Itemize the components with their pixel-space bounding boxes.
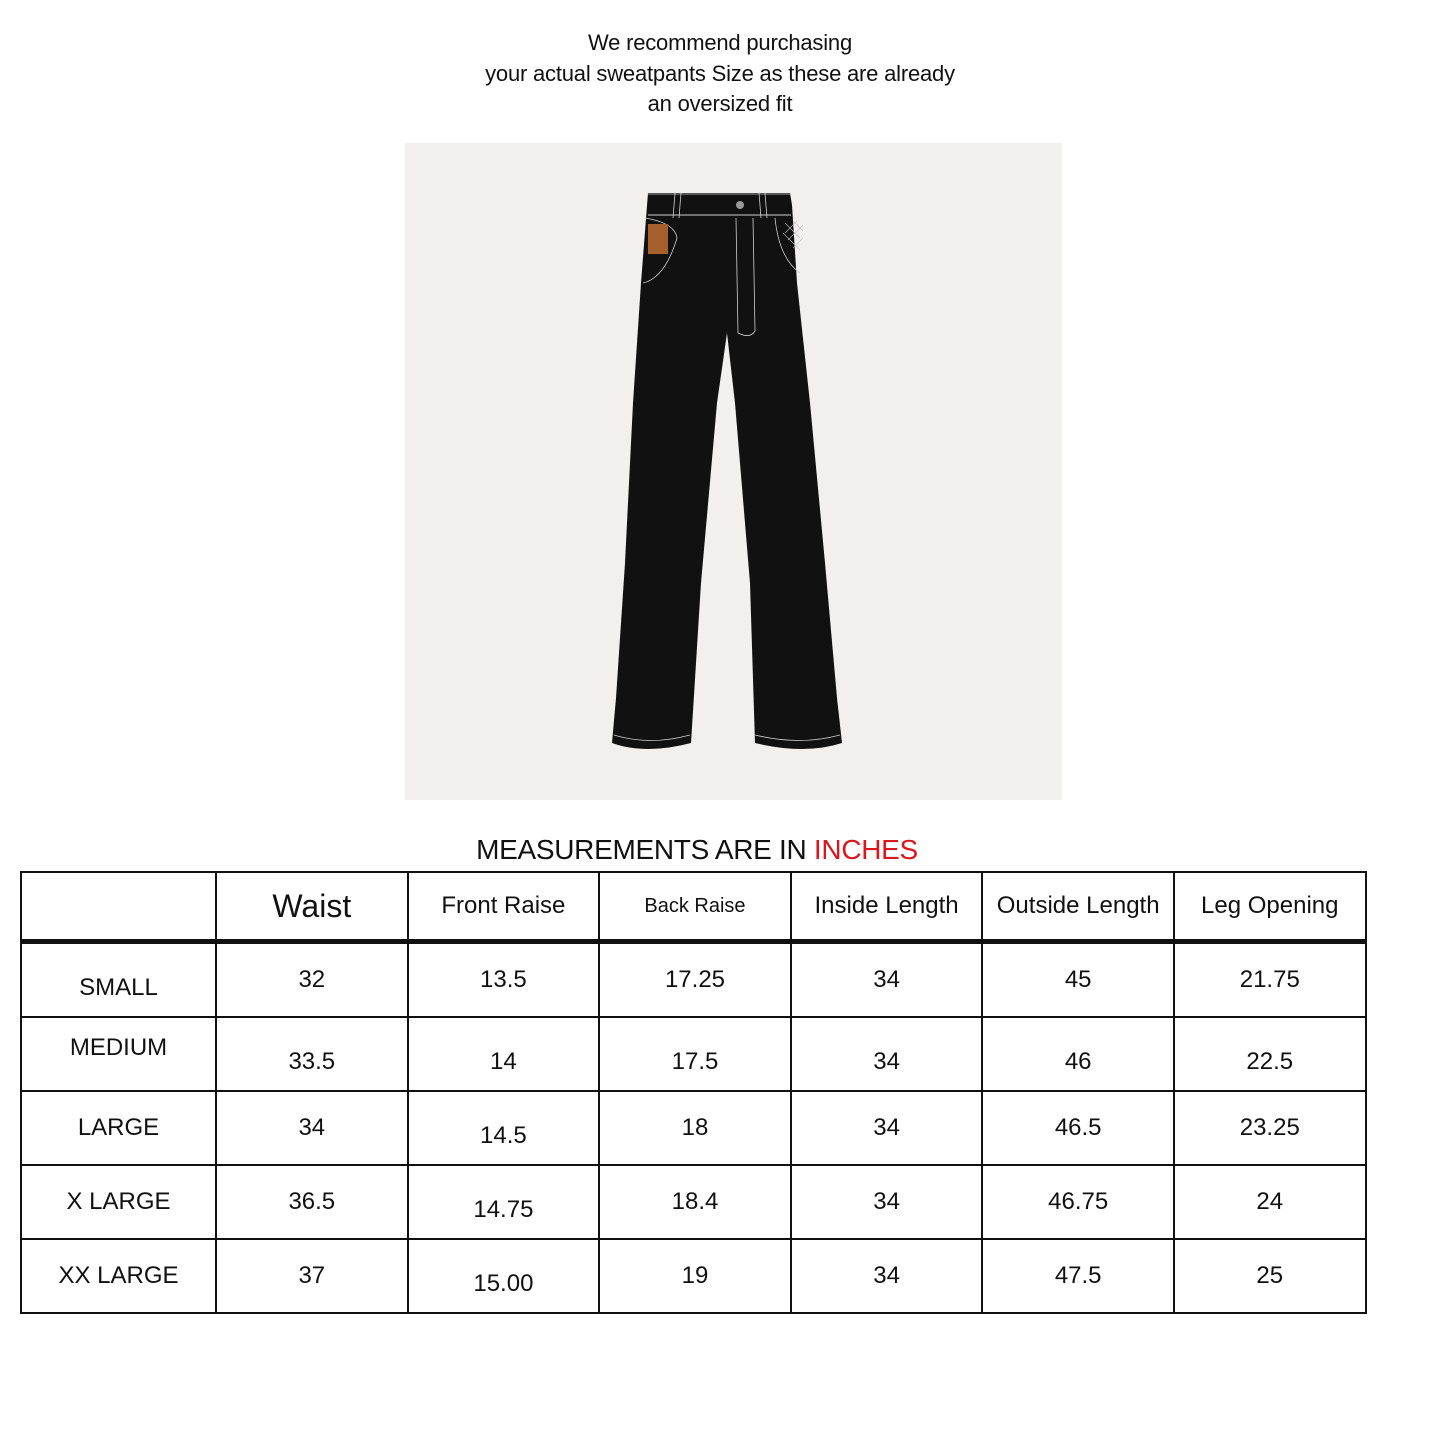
- table-header-row: [21, 872, 1366, 942]
- back-raise-value: 18.4: [599, 1165, 791, 1239]
- table-row: [21, 942, 1366, 1018]
- inside-length-value: 34: [791, 1017, 983, 1091]
- back-raise-value: 19: [599, 1239, 791, 1313]
- pants-illustration-icon: [405, 143, 1062, 800]
- front-raise-value: 14: [408, 1017, 600, 1091]
- inside-length-value: 34: [791, 1091, 983, 1165]
- leg-opening-value: 23.25: [1174, 1091, 1366, 1165]
- product-photo: [405, 143, 1062, 800]
- waist-value: 33.5: [216, 1017, 408, 1091]
- size-label: SMALL: [21, 942, 216, 1018]
- header-back-raise: Back Raise: [599, 872, 791, 942]
- outside-length-value: 46: [982, 1017, 1174, 1091]
- front-raise-value: 14.5: [408, 1091, 600, 1165]
- size-label: LARGE: [21, 1091, 216, 1165]
- table-row: [21, 1165, 1366, 1239]
- size-label: XX LARGE: [21, 1239, 216, 1313]
- waist-value: 36.5: [216, 1165, 408, 1239]
- size-label: X LARGE: [21, 1165, 216, 1239]
- size-chart-title-text: MEASUREMENTS ARE IN: [476, 834, 814, 865]
- table-row: [21, 1091, 1366, 1165]
- fit-recommendation: [0, 28, 1440, 120]
- fit-recommendation-line-3: an oversized fit: [647, 91, 793, 116]
- outside-length-value: 47.5: [982, 1239, 1174, 1313]
- fit-recommendation-line-1: We recommend purchasing: [587, 30, 852, 55]
- table-row: [21, 1239, 1366, 1313]
- leg-opening-value: 21.75: [1174, 942, 1366, 1018]
- header-inside-length: Inside Length: [791, 872, 983, 942]
- back-raise-value: 18: [599, 1091, 791, 1165]
- outside-length-value: 46.75: [982, 1165, 1174, 1239]
- front-raise-value: 15.00: [408, 1239, 600, 1313]
- leg-opening-value: 25: [1174, 1239, 1366, 1313]
- size-chart-title: [0, 832, 1394, 868]
- waist-value: 34: [216, 1091, 408, 1165]
- back-raise-value: 17.25: [599, 942, 791, 1018]
- front-raise-value: 13.5: [408, 942, 600, 1018]
- inside-length-value: 34: [791, 1239, 983, 1313]
- outside-length-value: 46.5: [982, 1091, 1174, 1165]
- waist-value: 37: [216, 1239, 408, 1313]
- header-leg-opening: Leg Opening: [1174, 872, 1366, 942]
- outside-length-value: 45: [982, 942, 1174, 1018]
- header-outside-length: Outside Length: [982, 872, 1174, 942]
- leg-opening-value: 24: [1174, 1165, 1366, 1239]
- size-chart-unit: INCHES: [813, 834, 918, 865]
- header-front-raise: Front Raise: [408, 872, 600, 942]
- leg-opening-value: 22.5: [1174, 1017, 1366, 1091]
- size-chart-table: [20, 871, 1367, 1314]
- inside-length-value: 34: [791, 1165, 983, 1239]
- header-size: [21, 872, 216, 942]
- inside-length-value: 34: [791, 942, 983, 1018]
- front-raise-value: 14.75: [408, 1165, 600, 1239]
- waist-value: 32: [216, 942, 408, 1018]
- size-label: MEDIUM: [21, 1017, 216, 1091]
- fit-recommendation-line-2: your actual sweatpants Size as these are already: [485, 60, 955, 86]
- table-row: [21, 1017, 1366, 1091]
- header-waist: Waist: [216, 872, 408, 942]
- back-raise-value: 17.5: [599, 1017, 791, 1091]
